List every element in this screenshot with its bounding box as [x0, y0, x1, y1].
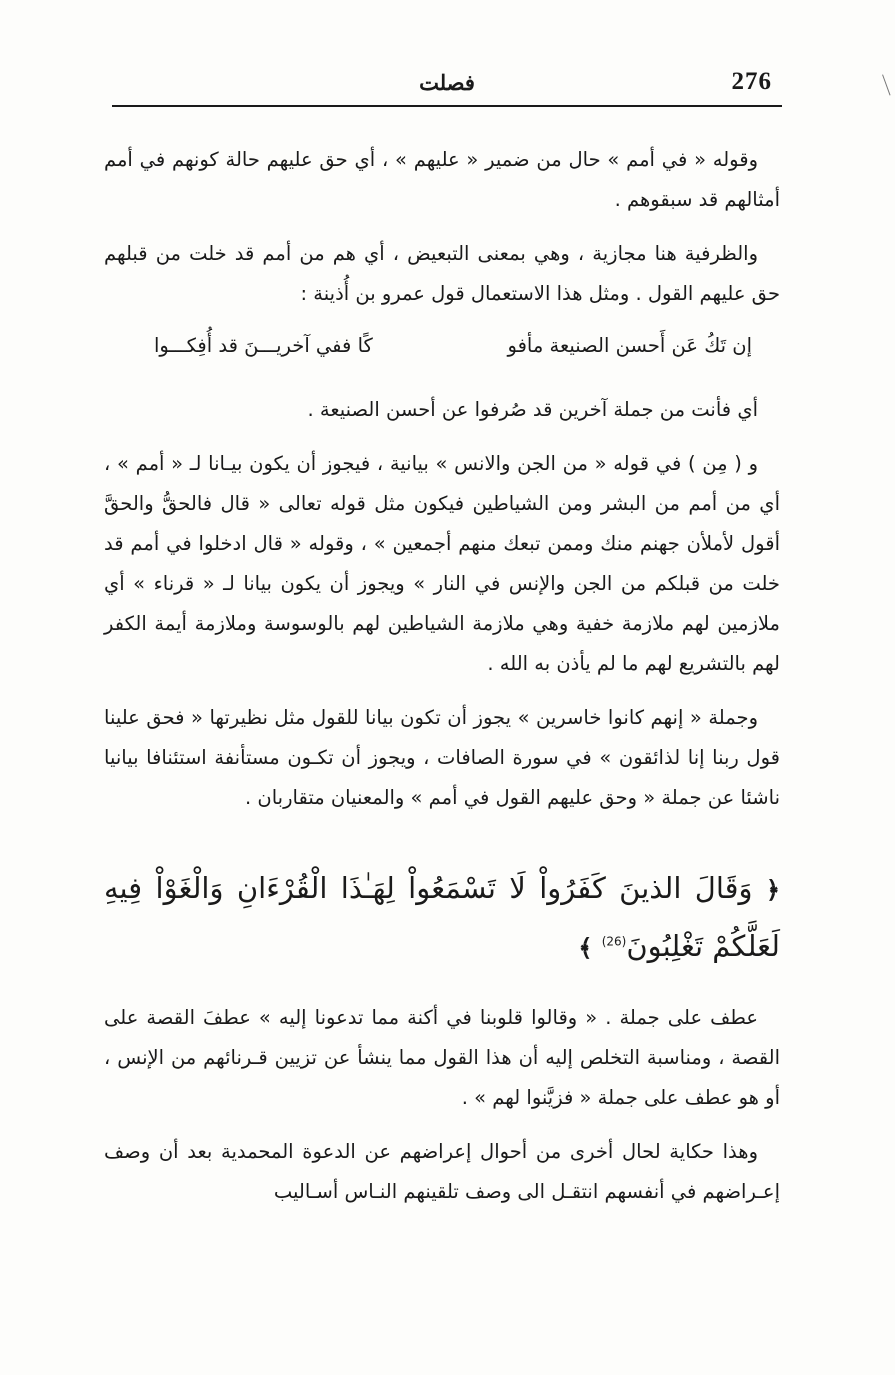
- paragraph-6: عطف على جملة . « وقالوا قلوبنا في أكنة مما تدعونا إليه » عطفَ القصة على القصة ، ومناسبة التخلص إليه أن هذا القول مما ينشأ عن تزيين قـرنائهم من الإنس ، أو هو عطف على جملة « فزيَّنوا لهم » .: [104, 1006, 780, 1109]
- quran-open-bracket: ﴿: [765, 876, 781, 904]
- margin-mark: [876, 74, 890, 97]
- verse-hemistich-second: كًا ففي آخريـــنَ قد أُفِكـــوا: [154, 334, 373, 357]
- quran-close-bracket: ﴾: [578, 934, 593, 962]
- page-number: 276: [731, 68, 772, 95]
- paragraph-5: وجملة « إنهم كانوا خاسرين » يجوز أن تكون بيانا للقول مثل نظيرتها « فحق علينا قول ربنا إنا لذائقون » في سورة الصافات ، ويجوز أن تكـون مستأنفة استئنافا بيانيا ناشئا عن جملة « وحق عليهم القول في أمم » والمعنيان متقاربان .: [104, 706, 780, 809]
- quran-verse-text: وَقَالَ الذينَ كَفَرُواْ لَا تَسْمَعُواْ لِهَـٰذَا الْقُرْءَانِ وَالْغَوْاْ فِيهِ لَعَلَّكُمْ تَغْلِبُونَ: [104, 871, 780, 963]
- paragraph-7: وهذا حكاية لحال أخرى من أحوال إعراضهم عن الدعوة المحمدية بعد أن وصف إعـراضهم في أنفسهم انتقـل الى وصف تلقينهم النـاس أسـاليب: [104, 1140, 780, 1203]
- paragraph-2: والظرفية هنا مجازية ، وهي بمعنى التبعيض ، أي هم من أمم قد خلت من قبلهم حق عليهم القول . ومثل هذا الاستعمال قول عمرو بن أُذينة :: [104, 242, 780, 305]
- running-title: فصلت: [419, 70, 475, 95]
- paragraph-4: و ( مِن ) في قوله « من الجن والانس » بيانية ، فيجوز أن يكون بيـانا لـ « أمم » ، أي من أمم من البشر ومن الشياطين فيكون مثل قوله تعالى « قال فالحقُّ والحقَّ أقول لأملأن جهنم منك وممن تبعك منهم أجمعين » ، وقوله « قال ادخلوا في أمم قد خلت من قبلكم من الجن والإنس في النار » ويجوز أن يكون بيانا لـ « قرناء » أي ملازمين لهم ملازمة خفية وهي ملازمة الشياطين لهم بالوسوسة وملازمة أيمة الكفر لهم بالتشريع لهم ما لم يأذن به الله .: [104, 452, 780, 675]
- header-rule: [112, 105, 782, 107]
- verse-hemistich-first: إن تَكُ عَن أَحسن الصنيعة مأفو: [507, 334, 752, 357]
- paragraph-3: أي فأنت من جملة آخرين قد صُرفوا عن أحسن الصنيعة .: [307, 398, 758, 421]
- quran-verse: [104, 860, 780, 976]
- page-body: [104, 140, 780, 1226]
- page-header: [112, 68, 782, 106]
- paragraph-1: وقوله « في أمم » حال من ضمير « عليهم » ، أي حق عليهم حالة كونهم في أمم أمثالهم قد سبقوهم .: [104, 148, 780, 211]
- verse-number: (26): [601, 934, 627, 949]
- poetry-verse: [104, 324, 780, 368]
